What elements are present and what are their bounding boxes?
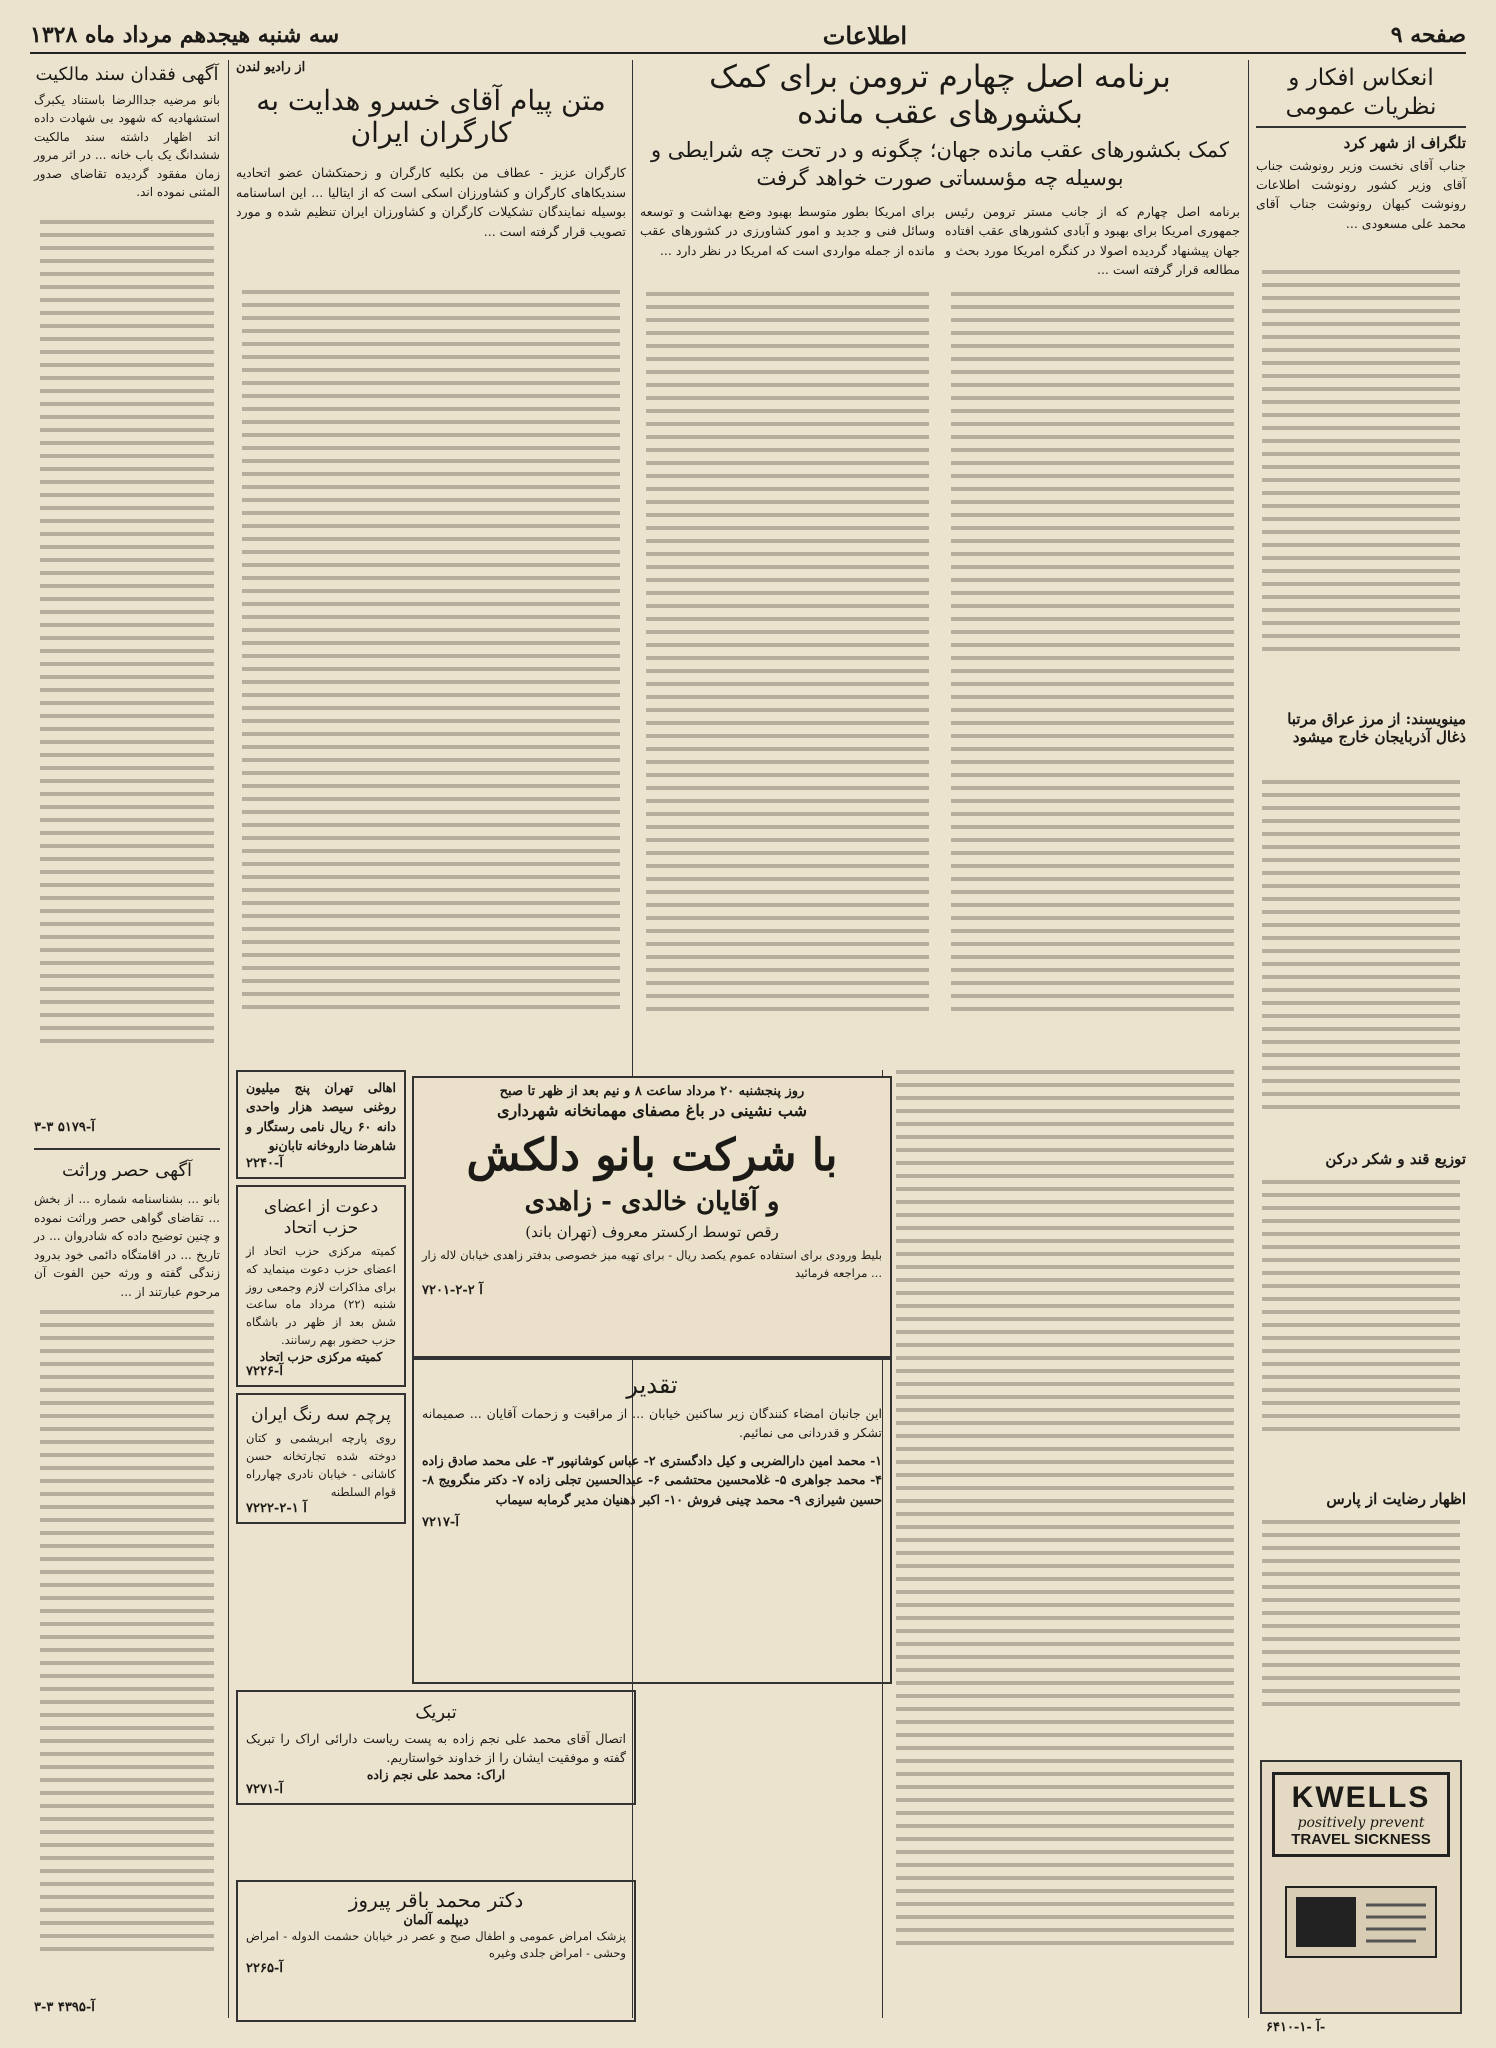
newspaper-name: اطلاعات bbox=[822, 20, 908, 50]
congrats-ref: ۷۲۷۱-آ bbox=[246, 1782, 283, 1798]
middle-ads bbox=[236, 1070, 406, 1530]
article-col-1 bbox=[945, 202, 1240, 1072]
speech-body: کارگران عزیز - عطاف من بکلیه کارگران و زحمتکشان عضو اتحادیه سندیکاهای کارگران و کشاورزان اسکی است که از ایتالیا ... این اساسنامه بوسیله نمایندگان تشکیلات کارگران و کشاورزان ایران تنظیم شده و مورد تصویب قرار گرفته است ... bbox=[236, 165, 626, 239]
party-ref: ۷۲۲۶-آ bbox=[246, 1363, 283, 1379]
column-rule bbox=[1248, 60, 1249, 2018]
oil-ref: ۲۲۴۰-آ bbox=[246, 1155, 283, 1171]
congrats-title: تبریک bbox=[415, 1702, 457, 1723]
lower-middle-ads bbox=[236, 1690, 872, 1811]
kwells-tagline-1: positively prevent bbox=[1297, 1815, 1425, 1831]
page-number: صفحه ۹ bbox=[1390, 22, 1466, 48]
gratitude-names: ۱- محمد امین دارالضربی و کیل دادگستری ۲- عباس کوشانپور ۳- علی محمد صادق زاده ۴- محمد جواهری ۵- غلامحسین محتشمی ۶- عبدالحسین تجلی زاده ۷- دکتر منگرویج ۸- حسین شیرازی ۹- محمد چینی فروش ۱۰- اکبر ذهنیان مدیر گرمابه سیماب bbox=[422, 1452, 882, 1507]
public-opinion-column bbox=[1256, 60, 1466, 2035]
congrats-text: اتصال آقای محمد علی نجم زاده به پست ریاست دارائی اراک را تبریک گفته و موفقیت ایشان را از خداوند خواستاریم. bbox=[246, 1730, 626, 1765]
doctor-ref: ۲۲۶۵-آ bbox=[246, 1961, 283, 1977]
speech-article bbox=[236, 60, 626, 1060]
doctor-ad bbox=[236, 1880, 636, 2022]
column-rule bbox=[228, 60, 229, 2018]
congratulation-notice bbox=[236, 1690, 636, 1805]
lost-deed-ref: ۳-۳ ۵۱۷۹-آ bbox=[34, 1120, 95, 1135]
body-text-lines bbox=[242, 290, 620, 1050]
page-header bbox=[30, 18, 1466, 54]
lost-deed-title: آگهی فقدان سند مالکیت bbox=[35, 64, 219, 85]
oil-text: اهالی تهران پنج میلیون روغنی سیصد هزار واحدی دانه ۶۰ ریال نامی رستگار و شاهرضا داروخانه تابان‌نو bbox=[246, 1080, 396, 1154]
telegram-text: جناب آقای نخست وزیر رونوشت جناب آقای وزیر کشور رونوشت اطلاعات رونوشت کیهان رونوشت جناب آقای محمد علی مسعودی ... bbox=[1256, 157, 1466, 231]
article-continuation bbox=[890, 1070, 1240, 2018]
party-invitation bbox=[236, 1185, 406, 1387]
concert-performers: و آقایان خالدی - زاهدی bbox=[524, 1187, 780, 1217]
inheritance-ref: ۳-۳ ۴۳۹۵-آ bbox=[34, 2000, 95, 2015]
gratitude-notice bbox=[412, 1358, 892, 1684]
concert-tickets: بلیط ورودی برای استفاده عموم یکصد ریال - برای تهیه میز خصوصی بدفتر زاهدی خیابان لاله زار ... مراجعه فرمائید bbox=[422, 1248, 882, 1280]
article-col-2 bbox=[640, 202, 935, 1072]
doctor-text: پزشک امراض عمومی و اطفال صبح و عصر در خیابان حشمت الدوله - امراض وحشی - امراض جلدی وغیره bbox=[246, 1929, 626, 1960]
kwells-packet-illustration bbox=[1266, 1867, 1456, 1977]
flag-title: پرچم سه رنگ ایران bbox=[251, 1404, 391, 1425]
article-text-2: برای امریکا بطور متوسط بهبود وضع بهداشت و توسعه وسائل فنی و جدید و امور کشاورزی در کشورهای عقب مانده از جمله مواردی است که امریکا در نظر دارد ... bbox=[640, 203, 935, 258]
kwells-ref: ۶۴۱۰-آ -۱- bbox=[1266, 2020, 1326, 2035]
body-text-lines bbox=[1262, 780, 1460, 1140]
kwells-brand: KWELLS bbox=[1291, 1781, 1431, 1814]
main-article bbox=[640, 60, 1240, 1060]
party-sign: کمیته مرکزی حزب اتحاد bbox=[259, 1349, 383, 1364]
body-text-lines bbox=[896, 1070, 1234, 1970]
section-rule bbox=[34, 1148, 220, 1150]
telegram-heading: تلگراف از شهر کرد bbox=[1343, 133, 1466, 152]
lost-deed-text: بانو مرضیه جداالرضا باستناد یکبرگ استشهادیه که شهود بی شهادت داده اند اظهار داشته سند مالکیت ششدانگ یک باب خانه ... در اثر مرور زمان مفقود گردیده تقاضای صدور المثنی نموده اند. bbox=[34, 92, 220, 200]
border-heading: مینویسند: از مرز عراق مرتبا ذغال آذربایجان خارج میشود bbox=[1287, 710, 1466, 746]
kwells-ad bbox=[1260, 1760, 1462, 2014]
inheritance-text: بانو ... بشناسنامه شماره ... از بخش ... تقاضای گواهی حصر وراثت نموده و چنین توضیح داده که شادروان ... در تاریخ ... در اقامتگاه دائمی خود بدرود زندگی گفته و ورثه حین الفوت آن مرحوم عبارتند از ... bbox=[34, 1192, 220, 1299]
article-title: برنامه اصل چهارم ترومن برای کمک بکشورهای عقب مانده bbox=[709, 59, 1171, 131]
concert-dance: رقص توسط ارکستر معروف (تهران باند) bbox=[525, 1223, 779, 1241]
congrats-sign: اراک: محمد علی نجم زاده bbox=[366, 1767, 506, 1783]
concert-date: روز پنجشنبه ۲۰ مرداد ساعت ۸ و نیم بعد از ظهر تا صبح bbox=[499, 1084, 805, 1099]
gratitude-ref: ۷۲۱۷-آ bbox=[422, 1514, 459, 1530]
legal-notices-column bbox=[34, 60, 220, 2018]
body-text-lines bbox=[40, 1310, 214, 1990]
article-body bbox=[640, 202, 1240, 1072]
concert-venue: شب نشینی در باغ مصفای مهمانخانه شهرداری bbox=[496, 1101, 808, 1120]
body-text-lines bbox=[1262, 270, 1460, 700]
body-text-lines bbox=[1262, 1520, 1460, 1750]
flag-text: روی پارچه ابریشمی و کتان دوخته شده تجارتخانه حسن کاشانی - خیابان نادری چهارراه قوام السلطنه bbox=[246, 1431, 396, 1499]
gratitude-title: تقدیر bbox=[626, 1371, 678, 1399]
body-text-lines bbox=[646, 292, 929, 1052]
concert-headline: با شرکت بانو دلکش bbox=[466, 1130, 838, 1181]
concert-ref: ۷۲۰۱-آ ۲-۲ bbox=[422, 1282, 483, 1298]
speech-kicker: از رادیو لندن bbox=[236, 60, 306, 75]
satisfaction-heading: اظهار رضایت از پارس bbox=[1326, 1490, 1466, 1508]
article-text-1: برنامه اصل چهارم که از جانب مستر ترومن رئیس جمهوری امریکا برای بهبود و آبادی کشورهای عقب افتاده جهان پیشنهاد گردیده اصولا در کنگره امریکا مورد بحث و مطالعه قرار گرفته است ... bbox=[945, 203, 1240, 277]
doctor-title: دکتر محمد باقر پیروز bbox=[348, 1888, 524, 1912]
speech-title: متن پیام آقای خسرو هدایت به کارگران ایران bbox=[256, 84, 606, 150]
body-text-lines bbox=[951, 292, 1234, 1052]
concert-ad bbox=[412, 1076, 892, 1358]
date-line: سه شنبه هیجدهم مرداد ماه ۱۳۲۸ bbox=[30, 22, 340, 48]
oil-notice bbox=[236, 1070, 406, 1179]
sugar-heading: توزیع قند و شکر درکن bbox=[1325, 1150, 1466, 1168]
kwells-tagline-2: TRAVEL SICKNESS bbox=[1291, 1831, 1431, 1848]
doctor-subtitle: دیپلمه آلمان bbox=[403, 1913, 469, 1928]
inheritance-title: آگهی حصر وراثت bbox=[61, 1160, 193, 1181]
gratitude-text: این جانبان امضاء کنندگان زیر ساکنین خیابان ... از مراقبت و زحمات آقایان ... صمیمانه تشکر و قدردانی می نمائیم. bbox=[422, 1406, 882, 1441]
body-text-lines bbox=[1262, 1180, 1460, 1480]
flag-ad bbox=[236, 1393, 406, 1525]
opinion-title: انعکاس افکار و نظریات عمومی bbox=[1256, 60, 1466, 128]
party-title: دعوت از اعضای حزب اتحاد bbox=[263, 1196, 379, 1238]
flag-ref: ۷۲۲۲-آ ۱-۲ bbox=[246, 1501, 307, 1517]
article-subtitle: کمک بکشورهای عقب مانده جهان؛ چگونه و در تحت چه شرایطی و بوسیله چه مؤسساتی صورت خواهد گرفت bbox=[650, 138, 1230, 190]
kwells-logo bbox=[1272, 1772, 1450, 1857]
body-text-lines bbox=[40, 220, 214, 1110]
party-text: کمیته مرکزی حزب اتحاد از اعضای حزب دعوت مینماید که برای مذاکرات لازم وجمعی روز شنبه (۲۲) مرداد ماه ساعت شش بعد از ظهر در باشگاه حزب حضور بهم رسانند. bbox=[246, 1244, 396, 1348]
